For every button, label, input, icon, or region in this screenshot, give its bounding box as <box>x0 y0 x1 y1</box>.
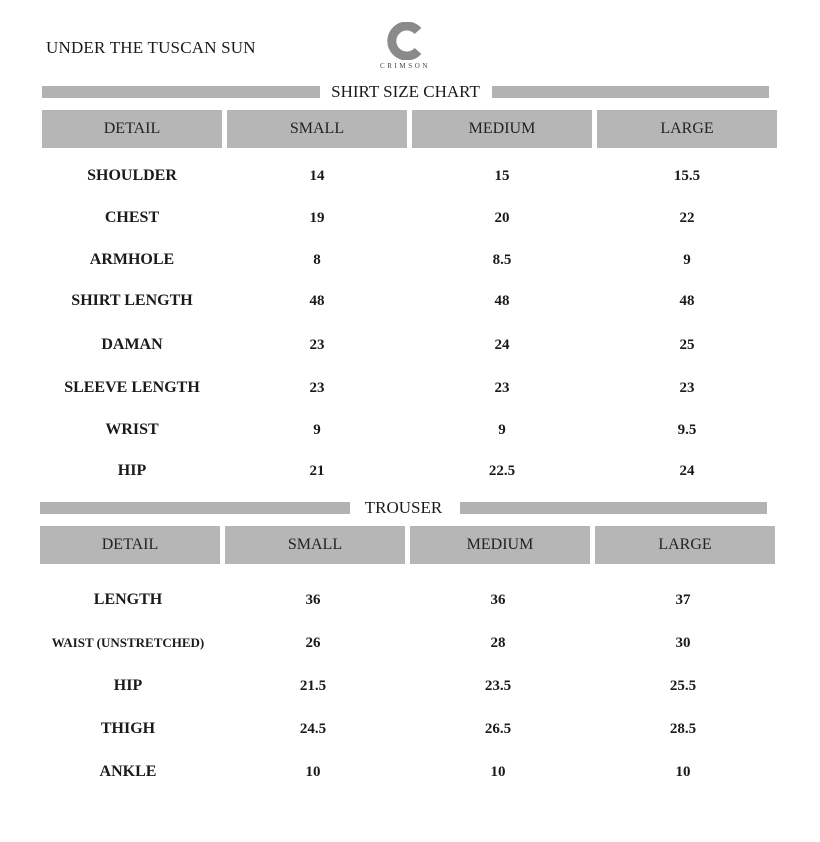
row-large: 24 <box>679 463 695 479</box>
row-large: 25 <box>679 337 695 353</box>
row-medium: 10 <box>490 764 506 780</box>
row-small: 10 <box>305 764 321 780</box>
table-row <box>42 286 777 316</box>
row-detail: WAIST (UNSTRETCHED) <box>51 635 205 650</box>
trouser-section-bar <box>40 498 767 518</box>
row-detail: CHEST <box>104 209 160 226</box>
table-row <box>42 161 777 191</box>
table-row <box>42 373 777 403</box>
row-detail: SHIRT LENGTH <box>71 292 193 309</box>
table-row <box>42 456 777 486</box>
table-row <box>42 415 777 445</box>
row-detail: LENGTH <box>93 591 163 608</box>
row-medium: 36 <box>490 592 506 608</box>
row-medium: 28 <box>490 635 506 651</box>
row-small: 24.5 <box>299 721 327 737</box>
row-detail: HIP <box>113 677 143 694</box>
row-detail: THIGH <box>100 720 156 737</box>
shirt-section-title: SHIRT SIZE CHART <box>326 82 485 101</box>
table-row <box>38 585 773 615</box>
row-detail: SHOULDER <box>87 167 177 184</box>
row-medium: 23.5 <box>484 678 512 694</box>
shirt-header-large: LARGE <box>597 110 777 148</box>
row-large: 23 <box>679 380 695 396</box>
table-row <box>42 245 777 275</box>
trouser-header-large: LARGE <box>595 526 775 564</box>
table-row <box>38 714 773 744</box>
row-detail: ANKLE <box>99 763 157 780</box>
collection-name: UNDER THE TUSCAN SUN <box>46 38 256 57</box>
row-detail: WRIST <box>105 421 159 438</box>
row-large: 9.5 <box>677 422 697 438</box>
row-medium: 26.5 <box>484 721 512 737</box>
trouser-header-row <box>40 526 775 564</box>
brand-logo <box>366 22 444 70</box>
table-row <box>38 628 773 658</box>
trouser-header-small: SMALL <box>225 526 405 564</box>
row-medium: 48 <box>494 293 510 309</box>
row-small: 19 <box>309 210 325 226</box>
row-small: 48 <box>309 293 325 309</box>
shirt-header-small: SMALL <box>227 110 407 148</box>
row-detail: ARMHOLE <box>89 251 175 268</box>
row-medium: 24 <box>494 337 510 353</box>
row-detail: HIP <box>117 462 147 479</box>
row-small: 21.5 <box>299 678 327 694</box>
row-small: 23 <box>309 337 325 353</box>
row-small: 14 <box>309 168 325 184</box>
row-medium: 23 <box>494 380 510 396</box>
row-large: 9 <box>683 252 691 268</box>
row-small: 21 <box>309 463 325 479</box>
row-medium: 20 <box>494 210 510 226</box>
row-small: 8 <box>313 252 321 268</box>
row-small: 36 <box>305 592 321 608</box>
row-detail: SLEEVE LENGTH <box>64 379 200 396</box>
shirt-header-medium: MEDIUM <box>412 110 592 148</box>
row-large: 48 <box>679 293 695 309</box>
trouser-section-title: TROUSER <box>360 498 447 517</box>
row-medium: 22.5 <box>488 463 516 479</box>
trouser-header-detail: DETAIL <box>40 526 220 564</box>
table-row <box>38 671 773 701</box>
row-large: 25.5 <box>669 678 697 694</box>
logo-wordmark: CRIMSON <box>379 62 431 70</box>
row-small: 9 <box>313 422 321 438</box>
row-large: 37 <box>675 592 691 608</box>
shirt-section-bar <box>42 82 769 102</box>
row-detail: DAMAN <box>101 336 163 353</box>
shirt-header-row <box>42 110 777 148</box>
trouser-header-medium: MEDIUM <box>410 526 590 564</box>
row-large: 28.5 <box>669 721 697 737</box>
row-small: 26 <box>305 635 321 651</box>
row-large: 15.5 <box>673 168 701 184</box>
row-large: 10 <box>675 764 691 780</box>
crimson-c-logo-icon <box>385 22 425 60</box>
row-small: 23 <box>309 380 325 396</box>
row-medium: 15 <box>494 168 510 184</box>
row-medium: 8.5 <box>492 252 512 268</box>
table-row <box>42 203 777 233</box>
table-row <box>38 757 773 787</box>
table-row <box>42 330 777 360</box>
row-large: 22 <box>679 210 695 226</box>
shirt-header-detail: DETAIL <box>42 110 222 148</box>
row-medium: 9 <box>498 422 506 438</box>
row-large: 30 <box>675 635 691 651</box>
